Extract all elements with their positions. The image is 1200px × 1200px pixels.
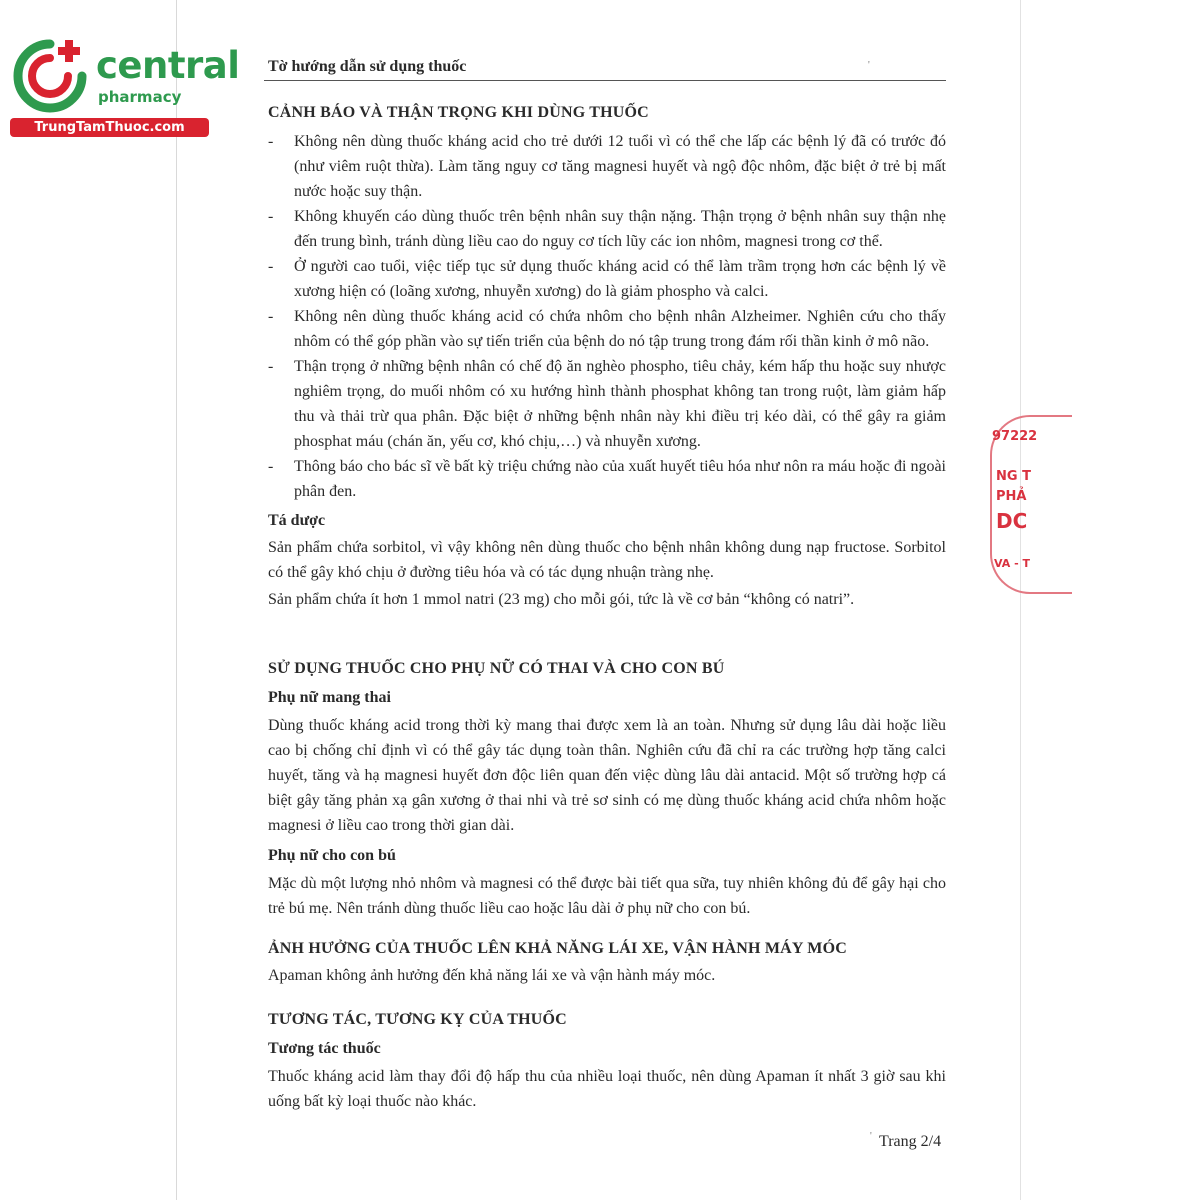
- nursing-title: Phụ nữ cho con bú: [268, 847, 396, 864]
- driving-paragraph: Apaman không ảnh hưởng đến khả năng lái xe và vận hành máy móc.: [268, 967, 716, 984]
- warning-bullet: - Không nên dùng thuốc kháng acid có chứa nhôm cho bệnh nhân Alzheimer. Nghiên cứu cho thấy nhôm có thể góp phần vào sự tiến triển của bệnh do nó tập trung trong đám rối thần kinh ở mô não.: [268, 304, 946, 354]
- drug-interactions-title: Tương tác thuốc: [268, 1040, 381, 1057]
- pregnancy-section: [268, 656, 946, 921]
- excipients-paragraph: Sản phẩm chứa ít hơn 1 mmol natri (23 mg) cho mỗi gói, tức là về cơ bản “không có natri”.: [268, 591, 855, 608]
- scan-mark: ': [870, 1131, 872, 1142]
- excipients-paragraph: Sản phẩm chứa sorbitol, vì vậy không nên dùng thuốc cho bệnh nhân không dung nạp fructose. Sorbitol có thể gây khó chịu ở đường tiêu hóa và có tác dụng nhuận tràng nhẹ.: [268, 539, 946, 581]
- logo-mark-icon: [10, 36, 90, 116]
- pregnancy-heading: SỬ DỤNG THUỐC CHO PHỤ NỮ CÓ THAI VÀ CHO CON BÚ: [268, 660, 725, 677]
- interactions-heading: TƯƠNG TÁC, TƯƠNG KỴ CỦA THUỐC: [268, 1011, 567, 1028]
- logo-wordmark: central: [96, 44, 240, 87]
- warnings-section: [268, 100, 946, 612]
- stamp-text: PHẢ: [996, 489, 1027, 504]
- warning-bullet: - Thông báo cho bác sĩ về bất kỳ triệu chứng nào của xuất huyết tiêu hóa như nôn ra máu hoặc đi ngoài phân đen.: [268, 454, 946, 504]
- warning-bullet: - Không nên dùng thuốc kháng acid cho trẻ dưới 12 tuổi vì có thể che lấp các bệnh lý đã có trước đó (như viêm ruột thừa). Làm tăng nguy cơ tăng magnesi huyết và ngộ độc nhôm, đặc biệt ở trẻ bị mất nước hoặc suy thận.: [268, 129, 946, 204]
- approval-stamp: [990, 415, 1038, 590]
- warnings-heading: CẢNH BÁO VÀ THẬN TRỌNG KHI DÙNG THUỐC: [268, 104, 649, 121]
- interactions-paragraph: Thuốc kháng acid làm thay đổi độ hấp thu của nhiều loại thuốc, nên dùng Apaman ít nhất 3 giờ sau khi uống bất kỳ loại thuốc nào khác.: [268, 1068, 946, 1110]
- central-pharmacy-logo: [10, 36, 240, 136]
- page-number: Trang 2/4: [879, 1133, 942, 1150]
- warning-bullet: - Ở người cao tuổi, việc tiếp tục sử dụng thuốc kháng acid có thể làm trầm trọng hơn các bệnh lý về xương hiện có (loãng xương, nhuyễn xương) do là giảm phospho và calci.: [268, 254, 946, 304]
- driving-heading: ẢNH HƯỞNG CỦA THUỐC LÊN KHẢ NĂNG LÁI XE, VẬN HÀNH MÁY MÓC: [268, 940, 847, 957]
- document-header: Tờ hướng dẫn sử dụng thuốc: [268, 58, 467, 75]
- stamp-text: 97222: [992, 429, 1038, 444]
- scan-mark: ': [868, 60, 870, 71]
- excipients-title: Tá dược: [268, 512, 326, 529]
- warning-bullet: - Thận trọng ở những bệnh nhân có chế độ ăn nghèo phospho, tiêu chảy, kém hấp thu hoặc suy nhược nghiêm trọng, do muối nhôm có xu hướng hình thành phosphat không tan trong ruột, làm giảm hấp thu và thải trừ qua phân. Đặc biệt ở những bệnh nhân này khi điều trị kéo dài, có thể gây ra giảm phosphat máu (chán ăn, yếu cơ, khó chịu,…) và nhuyễn xương.: [268, 354, 946, 454]
- pregnant-title: Phụ nữ mang thai: [268, 689, 391, 706]
- pregnant-paragraph: Dùng thuốc kháng acid trong thời kỳ mang thai được xem là an toàn. Nhưng sử dụng lâu dài hoặc liều cao bị chống chỉ định vì có thể gây tác dụng toàn thân. Nghiên cứu đã chỉ ra các trường hợp tăng calci huyết, tăng và hạ magnesi huyết đơn độc liên quan đến việc dùng lâu dài antacid. Một số trường hợp cá biệt gây tăng phản xạ gân xương ở thai nhi và trẻ sơ sinh có mẹ dùng thuốc kháng acid chứa nhôm hoặc magnesi ở liều cao trong thời gian dài.: [268, 717, 946, 834]
- sheet-edge-left: [176, 0, 177, 1200]
- warning-bullet: - Không khuyến cáo dùng thuốc trên bệnh nhân suy thận nặng. Thận trọng ở bệnh nhân suy thận nhẹ đến trung bình, tránh dùng liều cao do nguy cơ tích lũy các ion nhôm, magnesi trong cơ thể.: [268, 204, 946, 254]
- stamp-text: NG T: [996, 469, 1031, 484]
- logo-banner: TrungTamThuoc.com: [10, 118, 209, 137]
- stamp-text: DC: [996, 509, 1028, 533]
- sheet-edge-right: [1020, 0, 1021, 1200]
- stamp-text: VA - T: [994, 557, 1031, 570]
- interactions-section: [268, 1007, 946, 1114]
- logo-subtitle: pharmacy: [98, 88, 182, 106]
- driving-section: [268, 936, 946, 988]
- header-rule: [264, 80, 946, 81]
- nursing-paragraph: Mặc dù một lượng nhỏ nhôm và magnesi có thể được bài tiết qua sữa, tuy nhiên không đủ để gây hại cho trẻ bú mẹ. Nên tránh dùng thuốc liều cao hoặc lâu dài ở phụ nữ cho con bú.: [268, 875, 946, 917]
